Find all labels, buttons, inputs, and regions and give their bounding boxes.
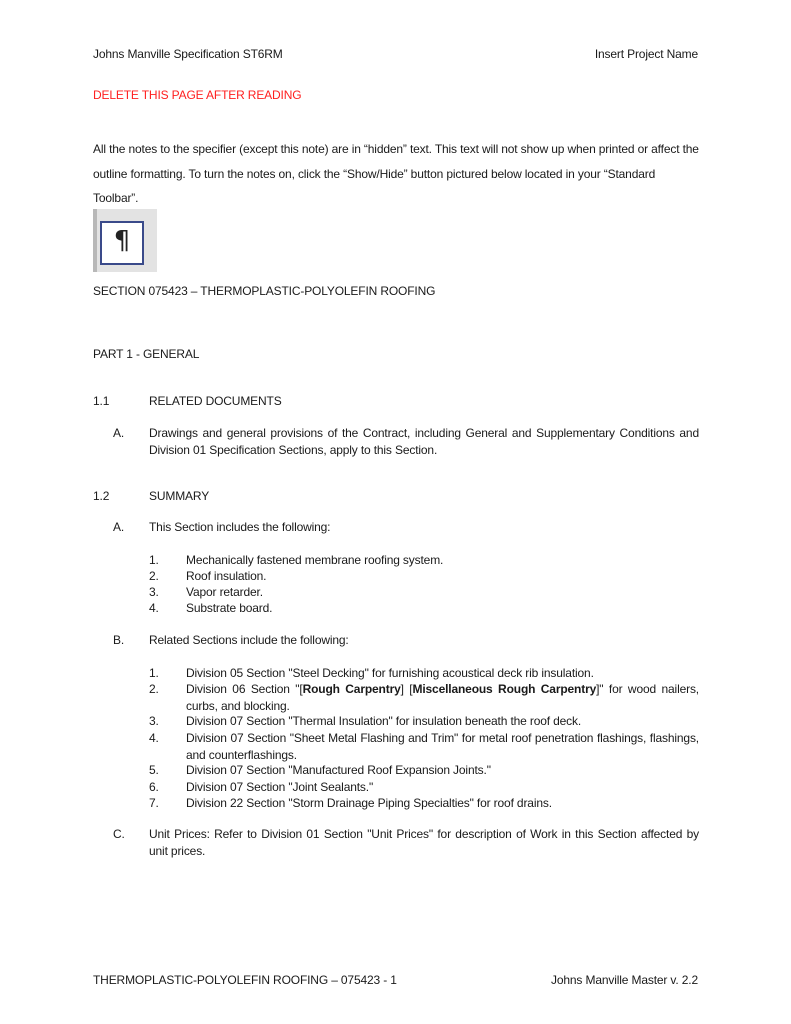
specifier-note: All the notes to the specifier (except this note) are in “hidden” text. This text will not show up when printed or affect the outline formatting. To turn the notes on, click the “Show/Hide” button pictured below located in your “Standard Toolbar”. <box>93 142 699 205</box>
list-item-number: 2. <box>149 682 159 696</box>
pilcrow-icon: ¶ <box>113 226 131 256</box>
list-item: Division 07 Section "Thermal Insulation" for insulation beneath the roof deck. <box>186 714 582 728</box>
paragraph-text: Drawings and general provisions of the Contract, including General and Supplementary Conditions and Division 01 Specification Sections, apply to this Section. <box>149 426 699 457</box>
list-item-number: 7. <box>149 796 159 810</box>
list-item-number: 6. <box>149 780 159 794</box>
list-item-number: 5. <box>149 763 159 777</box>
article-title: RELATED DOCUMENTS <box>149 394 282 408</box>
list-item-number: 3. <box>149 585 159 599</box>
article-number: 1.1 <box>93 394 110 408</box>
paragraph-letter: C. <box>113 827 125 841</box>
footer-section-id: THERMOPLASTIC-POLYOLEFIN ROOFING – 075423 - 1 <box>93 973 397 987</box>
header-project-name: Insert Project Name <box>594 47 698 61</box>
show-hide-button-image <box>93 209 157 272</box>
list-item: Vapor retarder. <box>186 585 263 599</box>
list-item-text: ]" for wood nailers, curbs, and blocking. <box>186 682 699 713</box>
delete-page-note: DELETE THIS PAGE AFTER READING <box>93 88 302 102</box>
paragraph-letter: A. <box>113 426 125 440</box>
paragraph-text: Related Sections include the following: <box>149 633 349 647</box>
paragraph-letter: A. <box>113 520 125 534</box>
list-item <box>186 681 699 714</box>
article-title: SUMMARY <box>149 489 210 503</box>
part-heading: PART 1 - GENERAL <box>93 347 200 361</box>
show-hide-button <box>100 221 144 265</box>
list-item-number: 1. <box>149 666 159 680</box>
article-number: 1.2 <box>93 489 110 503</box>
list-item: Division 22 Section "Storm Drainage Piping Specialties" for roof drains. <box>186 796 552 810</box>
list-item: Division 05 Section "Steel Decking" for furnishing acoustical deck rib insulation. <box>186 666 594 680</box>
list-item-text: ] [ <box>400 682 413 696</box>
header-spec-name: Johns Manville Specification ST6RM <box>93 47 283 61</box>
section-title: SECTION 075423 – THERMOPLASTIC-POLYOLEFIN ROOFING <box>93 284 436 298</box>
list-item: Division 07 Section "Joint Sealants." <box>186 780 374 794</box>
toolbar-edge <box>93 209 97 272</box>
paragraph-text: This Section includes the following: <box>149 520 331 534</box>
list-item-text: Division 06 Section "[ <box>186 682 303 696</box>
list-item: Roof insulation. <box>186 569 267 583</box>
list-item-number: 3. <box>149 714 159 728</box>
list-item: Mechanically fastened membrane roofing system. <box>186 553 444 567</box>
paragraph-letter: B. <box>113 633 125 647</box>
list-item-number: 2. <box>149 569 159 583</box>
list-item: Division 07 Section "Sheet Metal Flashing and Trim" for metal roof penetration flashings, flashings, and counterflashings. <box>186 731 699 762</box>
paragraph-text: Unit Prices: Refer to Division 01 Section "Unit Prices" for description of Work in this Section affected by unit prices. <box>149 827 699 858</box>
footer-version: Johns Manville Master v. 2.2 <box>551 973 698 987</box>
list-item: Division 07 Section "Manufactured Roof Expansion Joints." <box>186 763 491 777</box>
list-item-number: 1. <box>149 553 159 567</box>
list-item-number: 4. <box>149 601 159 615</box>
list-item-number: 4. <box>149 731 159 745</box>
bold-option: Miscellaneous Rough Carpentry <box>412 682 597 696</box>
bold-option: Rough Carpentry <box>302 682 401 696</box>
list-item: Substrate board. <box>186 601 273 615</box>
